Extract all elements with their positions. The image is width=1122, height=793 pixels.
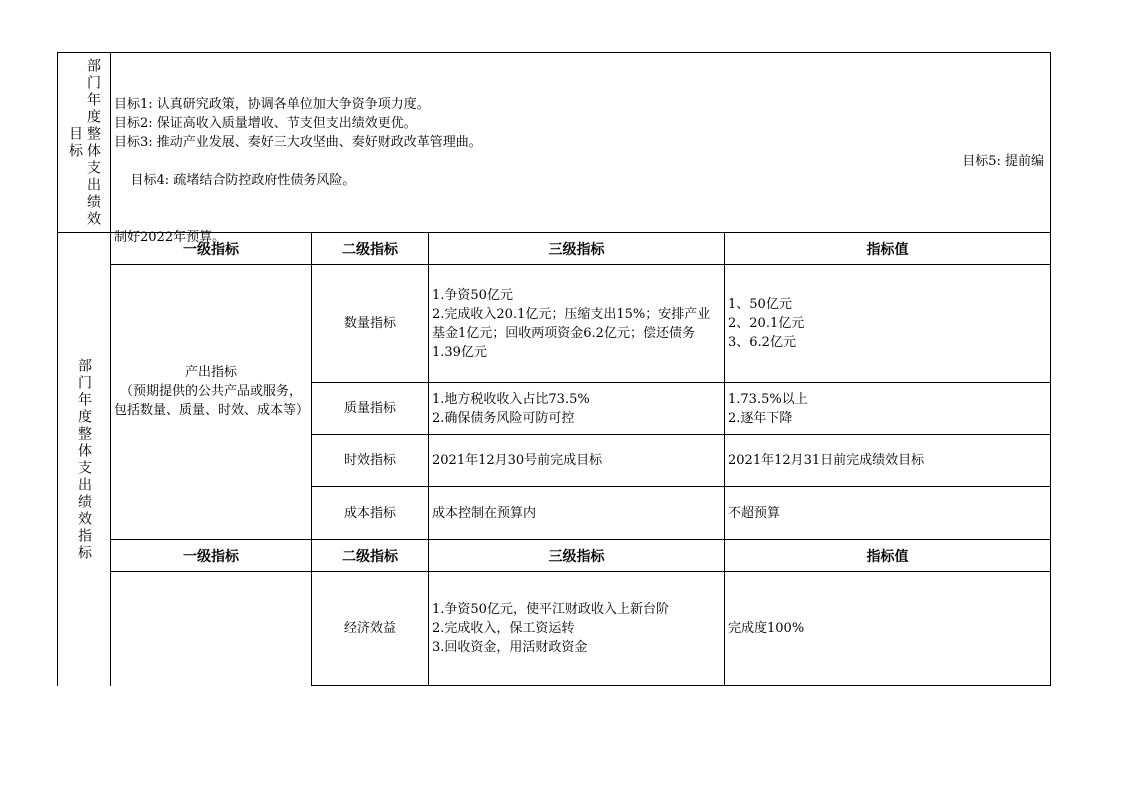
goals-section-label: 部门年度整体支出绩效目标 xyxy=(67,57,101,228)
row-economic-value: 完成度100% xyxy=(728,621,805,636)
row-timeliness-level3: 2021年12月30号前完成目标 xyxy=(432,453,603,468)
row-economic-level2: 经济效益 xyxy=(343,621,396,636)
goal-line-2: 目标2: 保证高收入质量增收、节支但支出绩效更优。 xyxy=(114,116,417,131)
row-quality-level2: 质量指标 xyxy=(343,401,396,416)
header-level1: 一级指标 xyxy=(183,241,239,258)
row-economic-level3-cell xyxy=(432,572,722,685)
goals-section-label-cell xyxy=(58,53,110,232)
row-timeliness-level2: 时效指标 xyxy=(343,453,396,468)
header2-level1: 一级指标 xyxy=(183,548,239,565)
row-economic-level3: 1.争资50亿元，使平江财政收入上新台阶 2.完成收入，保工资运转 3.回收资金，用活财政资金 xyxy=(432,602,669,655)
row-economic-value-cell xyxy=(728,572,1046,685)
row-quantity-value-cell xyxy=(728,265,1046,382)
row-cost-level2: 成本指标 xyxy=(343,505,396,521)
header-level2: 二级指标 xyxy=(342,241,398,258)
row-timeliness-level3-cell xyxy=(432,435,722,486)
output-level1-cell xyxy=(114,363,308,420)
header-value: 指标值 xyxy=(866,241,909,258)
row-quantity-level3: 1.争资50亿元 2.完成收入20.1亿元；压缩支出15%；安排产业基金1亿元；回收两项资金6.2亿元；偿还债务1.39亿元 xyxy=(432,287,711,360)
header2-level3: 三级指标 xyxy=(548,548,605,565)
row-cost-value: 不超预算 xyxy=(728,505,781,521)
goal-5-fragment: 目标5: 提前编 xyxy=(962,154,1044,169)
output-level1-desc: （预期提供的公共产品或服务，包括数量、质量、时效、成本等） xyxy=(114,384,310,418)
row-quantity-level2: 数量指标 xyxy=(343,316,396,331)
header2-value: 指标值 xyxy=(866,548,909,565)
goal-line-4-row xyxy=(114,152,1044,228)
row-timeliness-value-cell xyxy=(728,435,1046,486)
goal-line-1: 目标1: 认真研究政策，协调各单位加大争资争项力度。 xyxy=(114,97,430,112)
row-cost-value-cell xyxy=(728,487,1046,539)
header2-level2: 二级指标 xyxy=(342,548,398,565)
output-level1-title: 产出指标 xyxy=(184,365,237,380)
header-level3: 三级指标 xyxy=(548,241,605,258)
goal-line-5: 制好2022年预算。 xyxy=(114,230,226,245)
row-cost-level3-cell xyxy=(432,487,722,539)
row-quality-level3-cell xyxy=(432,383,722,434)
indicators-section-label-cell xyxy=(58,233,110,686)
row-quantity-value: 1、50亿元 2、20.1亿元 3、6.2亿元 xyxy=(728,297,805,350)
goals-text-block xyxy=(114,95,1044,247)
row-cost-level3: 成本控制在预算内 xyxy=(432,505,537,521)
goal-line-3: 目标3: 推动产业发展、奏好三大攻坚曲、奏好财政改革管理曲。 xyxy=(114,135,482,150)
goal-line-4: 目标4: 疏堵结合防控政府性债务风险。 xyxy=(130,173,356,188)
row-quality-level3: 1.地方税收收入占比73.5% 2.确保债务风险可防可控 xyxy=(432,391,590,426)
row-quality-value-cell xyxy=(728,383,1046,434)
row-quantity-level3-cell xyxy=(432,265,722,382)
indicators-section-label: 部门年度整体支出绩效指标 xyxy=(76,357,92,562)
row-quality-value: 1.73.5%以上 2.逐年下降 xyxy=(728,391,808,426)
row-timeliness-value: 2021年12月31日前完成绩效目标 xyxy=(728,453,925,468)
